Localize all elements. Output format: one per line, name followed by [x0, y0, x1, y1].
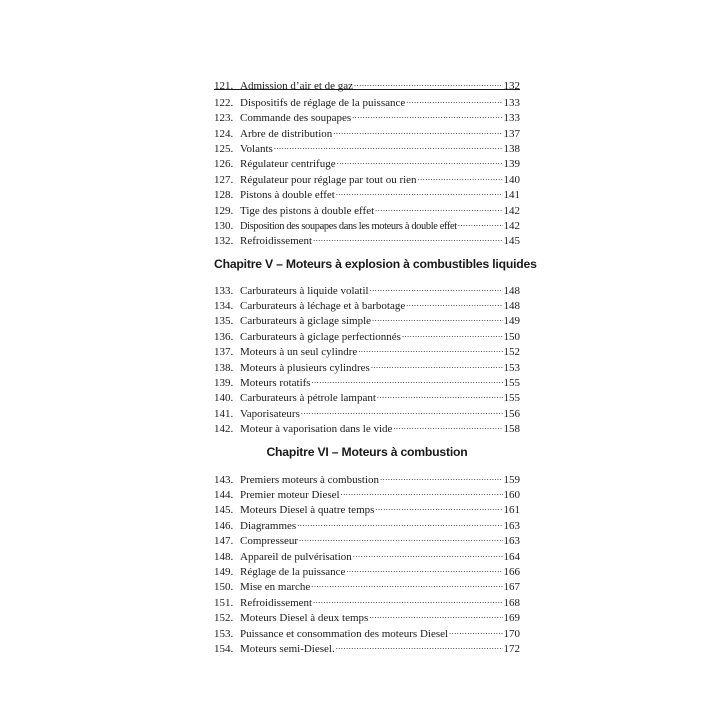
- table-of-contents: [214, 74, 537, 655]
- entry-number: 143.: [214, 473, 234, 486]
- entry-page: 172: [503, 642, 520, 655]
- entry-number: 151.: [214, 596, 234, 609]
- entry-number: 132.: [214, 235, 234, 248]
- entry-title: Premier moteur Diesel: [240, 488, 340, 501]
- entry-number: 128.: [214, 189, 234, 202]
- chapter-heading: Chapitre VI – Moteurs à combustion: [266, 445, 468, 460]
- entry-title: Compresseur: [240, 535, 299, 548]
- entry-number: 124.: [214, 127, 234, 140]
- entry-number: 130.: [214, 219, 234, 232]
- entry-page: 142: [503, 219, 520, 232]
- entry-title: Diagrammes: [240, 519, 297, 532]
- toc-section-chapter-5: [214, 256, 537, 436]
- entry-page: 169: [503, 612, 520, 625]
- entry-number: 135.: [214, 315, 234, 328]
- dot-leader: [337, 152, 503, 167]
- entry-title: Vaporisateurs: [240, 407, 300, 420]
- entry-title: Disposition des soupapes dans les moteurs à double effet: [240, 220, 457, 232]
- toc-entry-133: [214, 278, 520, 297]
- entry-page: 153: [503, 361, 520, 374]
- entry-number: 122.: [214, 96, 234, 109]
- entry-title: Régulateur centrifuge: [240, 158, 336, 171]
- dot-leader: [301, 401, 503, 416]
- entry-title: Carburateurs à giclage perfectionnés: [240, 330, 401, 343]
- dot-leader: [406, 90, 502, 105]
- entry-page: 155: [503, 377, 520, 390]
- entry-title: Carburateurs à giclage simple: [240, 315, 372, 328]
- entry-title: Tige des pistons à double effet: [240, 204, 375, 217]
- entry-page: 133: [503, 96, 520, 109]
- dot-leader: [336, 637, 503, 652]
- entry-page: 133: [503, 112, 520, 125]
- entry-page: 139: [503, 158, 520, 171]
- entry-page: 150: [503, 330, 520, 343]
- dot-leader: [311, 575, 502, 590]
- chapter-heading: Chapitre V – Moteurs à explosion à combustibles liquides: [214, 257, 537, 272]
- entry-title: Moteurs à plusieurs cylindres: [240, 361, 370, 374]
- toc-entry-143: [214, 467, 520, 486]
- dot-leader: [354, 74, 502, 89]
- dot-leader: [358, 340, 502, 355]
- entry-title: Mise en marche: [240, 581, 311, 594]
- dot-leader: [372, 309, 502, 324]
- dot-leader: [353, 544, 503, 559]
- entry-page: 132: [503, 80, 520, 93]
- entry-number: 140.: [214, 392, 234, 405]
- toc-entry-121: [214, 74, 520, 93]
- dot-leader: [377, 386, 503, 401]
- dot-leader: [299, 529, 502, 544]
- dot-leader: [380, 467, 502, 482]
- entry-page: 140: [503, 173, 520, 186]
- entry-number: 139.: [214, 377, 234, 390]
- entry-title: Arbre de distribution: [240, 127, 333, 140]
- entry-title: Dispositifs de réglage de la puissance: [240, 96, 406, 109]
- entry-title: Puissance et consommation des moteurs Diesel: [240, 627, 449, 640]
- entry-number: 152.: [214, 612, 234, 625]
- entry-page: 148: [503, 300, 520, 313]
- entry-title: Volants: [240, 142, 273, 155]
- entry-title: Admission d’air et de gaz: [240, 80, 354, 93]
- entry-title: Moteurs rotatifs: [240, 377, 311, 390]
- entry-page: 137: [503, 127, 520, 140]
- entry-page: 141: [503, 189, 520, 202]
- dot-leader: [313, 229, 502, 244]
- dot-leader: [375, 498, 502, 513]
- entry-page: 142: [503, 204, 520, 217]
- entry-title: Moteurs à un seul cylindre: [240, 346, 358, 359]
- entry-title: Carburateurs à léchage et à barbotage: [240, 300, 406, 313]
- entry-number: 145.: [214, 504, 234, 517]
- dot-leader: [369, 606, 502, 621]
- dot-leader: [346, 560, 502, 575]
- entry-page: 170: [503, 627, 520, 640]
- dot-leader: [274, 137, 503, 152]
- dot-leader: [393, 417, 502, 432]
- entry-number: 127.: [214, 173, 234, 186]
- entry-number: 138.: [214, 361, 234, 374]
- entry-page: 152: [503, 346, 520, 359]
- entry-title: Moteurs Diesel à quatre temps: [240, 504, 375, 517]
- entry-page: 155: [503, 392, 520, 405]
- entry-page: 163: [503, 519, 520, 532]
- entry-title: Carburateurs à pétrole lampant: [240, 392, 376, 405]
- entry-number: 147.: [214, 535, 234, 548]
- entry-title: Moteurs semi-Diesel.: [240, 642, 335, 655]
- entry-title: Refroidissement: [240, 235, 313, 248]
- dot-leader: [458, 214, 503, 229]
- dot-leader: [402, 324, 503, 339]
- entry-page: 161: [503, 504, 520, 517]
- dot-leader: [312, 371, 503, 386]
- dot-leader: [336, 183, 503, 198]
- entry-number: 149.: [214, 565, 234, 578]
- entry-number: 144.: [214, 488, 234, 501]
- entry-number: 141.: [214, 407, 234, 420]
- entry-title: Carburateurs à liquide volatil: [240, 284, 369, 297]
- entry-title: Premiers moteurs à combustion: [240, 473, 380, 486]
- entry-number: 146.: [214, 519, 234, 532]
- entry-page: 160: [503, 488, 520, 501]
- entry-number: 134.: [214, 300, 234, 313]
- entry-page: 167: [503, 581, 520, 594]
- dot-leader: [297, 513, 502, 528]
- toc-section-continued: [214, 74, 520, 248]
- entry-number: 142.: [214, 423, 234, 436]
- entry-page: 156: [503, 407, 520, 420]
- entry-number: 148.: [214, 550, 234, 563]
- dot-leader: [352, 106, 502, 121]
- entry-page: 148: [503, 284, 520, 297]
- entry-page: 145: [503, 235, 520, 248]
- toc-section-chapter-6: [214, 444, 520, 655]
- entry-number: 126.: [214, 158, 234, 171]
- entry-page: 149: [503, 315, 520, 328]
- entry-page: 166: [503, 565, 520, 578]
- entry-page: 158: [503, 423, 520, 436]
- entry-title: Commande des soupapes: [240, 112, 352, 125]
- entry-title: Moteur à vaporisation dans le vide: [240, 423, 393, 436]
- entry-number: 129.: [214, 204, 234, 217]
- entry-number: 121.: [214, 80, 234, 93]
- entry-number: 125.: [214, 142, 234, 155]
- entry-number: 133.: [214, 284, 234, 297]
- dot-leader: [375, 198, 502, 213]
- entry-number: 153.: [214, 627, 234, 640]
- entry-title: Pistons à double effet: [240, 189, 335, 202]
- entry-number: 150.: [214, 581, 234, 594]
- dot-leader: [406, 294, 502, 309]
- entry-number: 136.: [214, 330, 234, 343]
- entry-page: 138: [503, 142, 520, 155]
- dot-leader: [370, 278, 503, 293]
- entry-title: Refroidissement: [240, 596, 313, 609]
- entry-title: Moteurs Diesel à deux temps: [240, 612, 369, 625]
- dot-leader: [341, 483, 503, 498]
- entry-page: 164: [503, 550, 520, 563]
- entry-page: 159: [503, 473, 520, 486]
- dot-leader: [449, 621, 502, 636]
- dot-leader: [371, 355, 503, 370]
- dot-leader: [418, 167, 503, 182]
- entry-page: 168: [503, 596, 520, 609]
- dot-leader: [333, 121, 502, 136]
- entry-title: Réglage de la puissance: [240, 565, 346, 578]
- entry-number: 137.: [214, 346, 234, 359]
- entry-page: 163: [503, 535, 520, 548]
- entry-title: Appareil de pulvérisation: [240, 550, 352, 563]
- entry-number: 154.: [214, 642, 234, 655]
- entry-title: Régulateur pour réglage par tout ou rien: [240, 173, 417, 186]
- dot-leader: [313, 590, 502, 605]
- entry-number: 123.: [214, 112, 234, 125]
